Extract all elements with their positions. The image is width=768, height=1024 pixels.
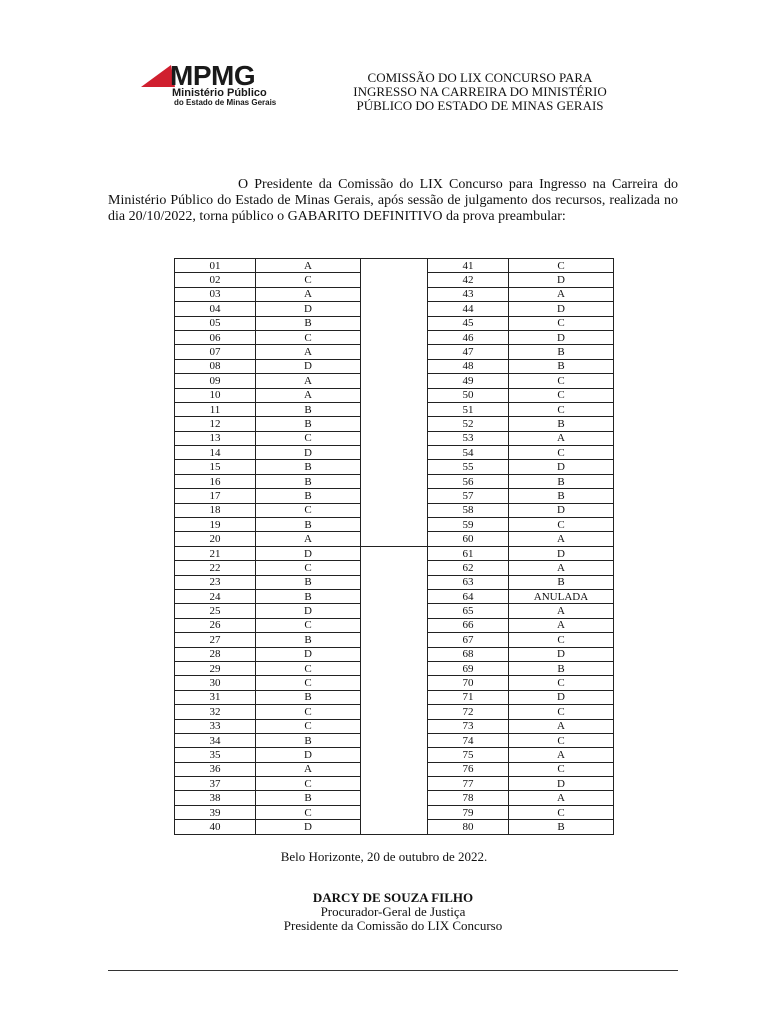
logo-wordmark: MPMG (170, 60, 256, 91)
answer-value: D (509, 460, 614, 474)
answer-value: D (256, 647, 361, 661)
answer-value: B (509, 417, 614, 431)
question-number: 08 (175, 359, 256, 373)
answer-value: A (509, 618, 614, 632)
question-number: 39 (175, 805, 256, 819)
intro-paragraph (108, 177, 678, 225)
answer-value: C (509, 259, 614, 273)
answer-value: B (256, 733, 361, 747)
answer-value: B (509, 359, 614, 373)
answer-value: A (256, 345, 361, 359)
question-number: 62 (428, 561, 509, 575)
question-number: 03 (175, 287, 256, 301)
question-number: 30 (175, 676, 256, 690)
answer-value: B (256, 633, 361, 647)
question-number: 06 (175, 330, 256, 344)
question-number: 11 (175, 402, 256, 416)
answer-value: D (256, 820, 361, 834)
answer-value: C (509, 402, 614, 416)
answer-value: C (256, 777, 361, 791)
question-number: 29 (175, 661, 256, 675)
question-number: 70 (428, 676, 509, 690)
question-number: 16 (175, 474, 256, 488)
question-number: 42 (428, 273, 509, 287)
question-number: 19 (175, 518, 256, 532)
question-number: 65 (428, 604, 509, 618)
question-number: 47 (428, 345, 509, 359)
question-number: 28 (175, 647, 256, 661)
answer-value: D (509, 690, 614, 704)
commission-header (330, 71, 630, 113)
question-number: 15 (175, 460, 256, 474)
question-number: 27 (175, 633, 256, 647)
question-number: 78 (428, 791, 509, 805)
question-number: 50 (428, 388, 509, 402)
answer-value: C (509, 518, 614, 532)
answer-value: A (509, 719, 614, 733)
question-number: 38 (175, 791, 256, 805)
question-number: 43 (428, 287, 509, 301)
question-number: 24 (175, 589, 256, 603)
question-number: 04 (175, 302, 256, 316)
question-number: 54 (428, 446, 509, 460)
question-number: 05 (175, 316, 256, 330)
question-number: 64 (428, 589, 509, 603)
question-number: 22 (175, 561, 256, 575)
question-number: 41 (428, 259, 509, 273)
question-number: 10 (175, 388, 256, 402)
answer-value: B (256, 402, 361, 416)
answer-value: B (509, 575, 614, 589)
question-number: 46 (428, 330, 509, 344)
question-number: 02 (175, 273, 256, 287)
intro-text: O Presidente da Comissão do LIX Concurso para Ingresso na Carreira do Ministério Público do Estado de Minas Gerais, após sessão de julgamento dos recursos, realizada no dia 20/10/2022, torna público o GABARITO DEFINITIVO da prova preambular: (108, 177, 678, 224)
answer-value: C (256, 661, 361, 675)
answer-value: C (509, 633, 614, 647)
answer-value: A (509, 287, 614, 301)
footer-divider (108, 970, 678, 971)
answer-value: A (509, 791, 614, 805)
signatory-title-2: Presidente da Comissão do LIX Concurso (283, 918, 503, 933)
answer-value: D (509, 503, 614, 517)
answer-value: C (509, 762, 614, 776)
answer-value: A (256, 374, 361, 388)
answer-value: B (256, 589, 361, 603)
answer-value: D (256, 748, 361, 762)
question-number: 59 (428, 518, 509, 532)
question-number: 14 (175, 446, 256, 460)
question-number: 13 (175, 431, 256, 445)
question-number: 80 (428, 820, 509, 834)
answer-value: C (509, 705, 614, 719)
question-number: 17 (175, 489, 256, 503)
question-number: 12 (175, 417, 256, 431)
answer-value: A (509, 431, 614, 445)
question-number: 33 (175, 719, 256, 733)
answer-value: A (256, 259, 361, 273)
answer-value: C (256, 273, 361, 287)
answer-value: A (256, 532, 361, 546)
question-number: 77 (428, 777, 509, 791)
question-number: 07 (175, 345, 256, 359)
question-number: 57 (428, 489, 509, 503)
answer-value: C (509, 733, 614, 747)
question-number: 67 (428, 633, 509, 647)
answer-key-table (174, 258, 614, 835)
header-line-1: COMISSÃO DO LIX CONCURSO PARA (367, 70, 593, 85)
answer-value: B (256, 316, 361, 330)
question-number: 36 (175, 762, 256, 776)
answer-value: C (256, 431, 361, 445)
answer-value: B (256, 518, 361, 532)
question-number: 79 (428, 805, 509, 819)
table-row (175, 259, 614, 273)
answer-value: B (256, 575, 361, 589)
answer-value: D (509, 302, 614, 316)
signature-block (0, 891, 768, 933)
answer-value: B (509, 489, 614, 503)
spacer-cell (361, 546, 428, 834)
question-number: 09 (175, 374, 256, 388)
answer-value: A (256, 388, 361, 402)
question-number: 55 (428, 460, 509, 474)
answer-value: B (256, 489, 361, 503)
answer-value: ANULADA (509, 589, 614, 603)
question-number: 60 (428, 532, 509, 546)
question-number: 35 (175, 748, 256, 762)
question-number: 73 (428, 719, 509, 733)
answer-value: D (509, 273, 614, 287)
logo-line-1: Ministério Público (172, 87, 267, 99)
answer-value: D (256, 604, 361, 618)
answer-value: C (256, 805, 361, 819)
answer-value: D (509, 647, 614, 661)
answer-value: C (509, 316, 614, 330)
logo-line-2: do Estado de Minas Gerais (174, 98, 277, 107)
answer-value: A (256, 762, 361, 776)
answer-value: D (509, 777, 614, 791)
answer-value: A (509, 748, 614, 762)
question-number: 74 (428, 733, 509, 747)
question-number: 45 (428, 316, 509, 330)
answer-value: B (256, 690, 361, 704)
question-number: 32 (175, 705, 256, 719)
table-row (175, 546, 614, 560)
question-number: 58 (428, 503, 509, 517)
answer-value: C (256, 719, 361, 733)
answer-value: A (256, 287, 361, 301)
header-line-2: INGRESSO NA CARREIRA DO MINISTÉRIO (353, 84, 607, 99)
answer-value: B (509, 345, 614, 359)
answer-value: C (256, 561, 361, 575)
question-number: 23 (175, 575, 256, 589)
question-number: 21 (175, 546, 256, 560)
answer-value: C (256, 618, 361, 632)
answer-value: A (509, 532, 614, 546)
answer-value: B (256, 791, 361, 805)
question-number: 26 (175, 618, 256, 632)
spacer-cell (361, 259, 428, 547)
place-date: Belo Horizonte, 20 de outubro de 2022. (280, 849, 488, 864)
question-number: 66 (428, 618, 509, 632)
answer-value: C (509, 676, 614, 690)
question-number: 18 (175, 503, 256, 517)
question-number: 25 (175, 604, 256, 618)
answer-value: C (256, 330, 361, 344)
answer-value: B (256, 474, 361, 488)
signatory-name: DARCY DE SOUZA FILHO (312, 890, 474, 905)
question-number: 44 (428, 302, 509, 316)
answer-value: B (256, 417, 361, 431)
signatory-title-1: Procurador-Geral de Justiça (320, 904, 466, 919)
question-number: 20 (175, 532, 256, 546)
question-number: 40 (175, 820, 256, 834)
answer-value: D (256, 359, 361, 373)
answer-value: B (509, 661, 614, 675)
question-number: 68 (428, 647, 509, 661)
header-line-3: PÚBLICO DO ESTADO DE MINAS GERAIS (356, 98, 604, 113)
answer-value: B (256, 460, 361, 474)
answer-value: C (509, 374, 614, 388)
answer-value: D (256, 546, 361, 560)
answer-value: D (509, 330, 614, 344)
answer-value: A (509, 561, 614, 575)
answer-value: C (256, 676, 361, 690)
question-number: 69 (428, 661, 509, 675)
question-number: 51 (428, 402, 509, 416)
mpmg-logo (141, 60, 301, 111)
question-number: 72 (428, 705, 509, 719)
question-number: 61 (428, 546, 509, 560)
answer-value: C (509, 805, 614, 819)
question-number: 71 (428, 690, 509, 704)
question-number: 76 (428, 762, 509, 776)
question-number: 48 (428, 359, 509, 373)
question-number: 56 (428, 474, 509, 488)
question-number: 52 (428, 417, 509, 431)
answer-value: B (509, 820, 614, 834)
question-number: 63 (428, 575, 509, 589)
answer-value: A (509, 604, 614, 618)
answer-value: C (509, 446, 614, 460)
answer-value: B (509, 474, 614, 488)
question-number: 37 (175, 777, 256, 791)
answer-value: D (256, 446, 361, 460)
question-number: 31 (175, 690, 256, 704)
answer-value: D (256, 302, 361, 316)
answer-value: D (509, 546, 614, 560)
question-number: 01 (175, 259, 256, 273)
question-number: 53 (428, 431, 509, 445)
answer-value: C (509, 388, 614, 402)
answer-value: C (256, 503, 361, 517)
question-number: 34 (175, 733, 256, 747)
answer-value: C (256, 705, 361, 719)
question-number: 75 (428, 748, 509, 762)
question-number: 49 (428, 374, 509, 388)
